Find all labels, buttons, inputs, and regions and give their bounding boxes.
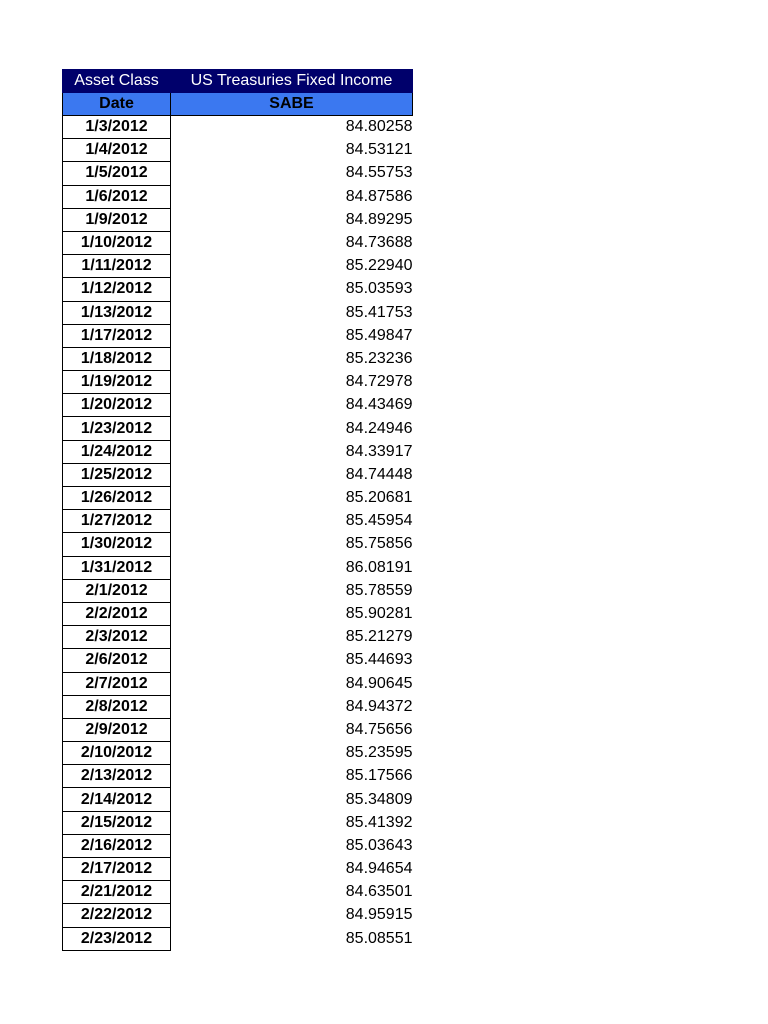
value-cell: 85.17566 — [345, 767, 413, 785]
value-cell: 84.87586 — [345, 187, 413, 205]
value-cell: 85.23236 — [345, 349, 413, 367]
table-row — [63, 556, 413, 579]
table-row — [63, 440, 413, 463]
value-cell: 85.78559 — [345, 581, 413, 599]
date-cell: 2/21/2012 — [63, 881, 171, 904]
date-cell: 2/14/2012 — [63, 788, 171, 811]
date-cell: 2/9/2012 — [63, 718, 171, 741]
asset-class-header-row — [63, 70, 413, 93]
table-row — [63, 208, 413, 231]
date-cell: 2/17/2012 — [63, 858, 171, 881]
date-cell: 1/20/2012 — [63, 394, 171, 417]
value-cell: 84.90645 — [345, 674, 413, 692]
table-row — [63, 811, 413, 834]
value-cell: 84.72978 — [345, 373, 413, 391]
date-cell: 2/16/2012 — [63, 834, 171, 857]
value-cell: 85.22940 — [345, 257, 413, 275]
table-row — [63, 672, 413, 695]
table-row — [63, 695, 413, 718]
column-header-row — [63, 93, 413, 116]
table-row — [63, 904, 413, 927]
date-cell: 2/15/2012 — [63, 811, 171, 834]
date-cell: 1/3/2012 — [63, 116, 171, 139]
value-cell: 84.55753 — [345, 164, 413, 182]
table-row — [63, 139, 413, 162]
table-row — [63, 533, 413, 556]
date-cell: 1/11/2012 — [63, 255, 171, 278]
date-cell: 1/24/2012 — [63, 440, 171, 463]
date-cell: 1/31/2012 — [63, 556, 171, 579]
table-row — [63, 301, 413, 324]
table-row — [63, 185, 413, 208]
value-cell: 85.90281 — [345, 605, 413, 623]
table-row — [63, 417, 413, 440]
value-cell: 84.33917 — [345, 442, 413, 460]
value-cell: 85.08551 — [345, 929, 413, 947]
date-cell: 1/25/2012 — [63, 463, 171, 486]
value-cell: 85.75856 — [345, 535, 413, 553]
date-cell: 1/23/2012 — [63, 417, 171, 440]
date-column-header: Date — [63, 93, 171, 116]
value-cell: 84.95915 — [345, 906, 413, 924]
table-row — [63, 626, 413, 649]
value-cell: 84.53121 — [345, 141, 413, 159]
date-cell: 1/6/2012 — [63, 185, 171, 208]
table-row — [63, 394, 413, 417]
value-cell: 85.49847 — [345, 326, 413, 344]
table-row — [63, 881, 413, 904]
table-row — [63, 742, 413, 765]
date-cell: 1/4/2012 — [63, 139, 171, 162]
value-cell: 84.94654 — [345, 860, 413, 878]
asset-class-value: US Treasuries Fixed Income — [171, 70, 413, 93]
table-row — [63, 765, 413, 788]
value-cell: 85.45954 — [345, 512, 413, 530]
date-cell: 1/30/2012 — [63, 533, 171, 556]
value-cell: 85.41753 — [345, 303, 413, 321]
date-cell: 2/23/2012 — [63, 927, 171, 950]
date-cell: 1/19/2012 — [63, 371, 171, 394]
date-cell: 2/10/2012 — [63, 742, 171, 765]
date-cell: 1/10/2012 — [63, 231, 171, 254]
asset-class-label: Asset Class — [63, 70, 171, 93]
value-cell: 84.74448 — [345, 465, 413, 483]
date-cell: 1/26/2012 — [63, 487, 171, 510]
date-cell: 2/3/2012 — [63, 626, 171, 649]
date-cell: 1/27/2012 — [63, 510, 171, 533]
date-cell: 2/8/2012 — [63, 695, 171, 718]
value-cell: 85.34809 — [345, 790, 413, 808]
date-cell: 2/7/2012 — [63, 672, 171, 695]
table-row — [63, 231, 413, 254]
table-row — [63, 602, 413, 625]
table-row — [63, 510, 413, 533]
date-cell: 1/18/2012 — [63, 347, 171, 370]
date-cell: 2/13/2012 — [63, 765, 171, 788]
table-row — [63, 347, 413, 370]
table-row — [63, 718, 413, 741]
value-cell: 85.03643 — [345, 836, 413, 854]
table-row — [63, 858, 413, 881]
value-cell: 84.24946 — [345, 419, 413, 437]
table-row — [63, 116, 413, 139]
table-row — [63, 371, 413, 394]
value-cell: 84.80258 — [345, 118, 413, 136]
value-cell: 85.21279 — [345, 628, 413, 646]
series-column-header: SABE — [171, 93, 413, 116]
date-cell: 2/1/2012 — [63, 579, 171, 602]
date-cell: 1/12/2012 — [63, 278, 171, 301]
date-cell: 1/9/2012 — [63, 208, 171, 231]
value-cell: 84.75656 — [345, 720, 413, 738]
table-row — [63, 788, 413, 811]
value-cell: 84.94372 — [345, 697, 413, 715]
date-cell: 1/17/2012 — [63, 324, 171, 347]
table-row — [63, 324, 413, 347]
table-row — [63, 162, 413, 185]
data-table — [62, 69, 413, 951]
table-row — [63, 255, 413, 278]
table-row — [63, 463, 413, 486]
table-row — [63, 579, 413, 602]
value-cell: 85.44693 — [345, 651, 413, 669]
value-cell: 84.43469 — [345, 396, 413, 414]
table-body — [63, 70, 413, 951]
value-cell: 84.73688 — [345, 234, 413, 252]
value-cell: 85.23595 — [345, 744, 413, 762]
date-cell: 1/13/2012 — [63, 301, 171, 324]
value-cell: 84.63501 — [345, 883, 413, 901]
date-cell: 2/22/2012 — [63, 904, 171, 927]
value-cell: 84.89295 — [345, 210, 413, 228]
date-cell: 1/5/2012 — [63, 162, 171, 185]
value-cell: 85.20681 — [345, 489, 413, 507]
table-row — [63, 278, 413, 301]
table-row — [63, 487, 413, 510]
table-row — [63, 649, 413, 672]
value-cell: 85.03593 — [345, 280, 413, 298]
value-cell: 85.41392 — [345, 813, 413, 831]
table-row — [63, 834, 413, 857]
value-cell: 86.08191 — [345, 558, 413, 576]
table-row — [63, 927, 413, 950]
date-cell: 2/6/2012 — [63, 649, 171, 672]
date-cell: 2/2/2012 — [63, 602, 171, 625]
